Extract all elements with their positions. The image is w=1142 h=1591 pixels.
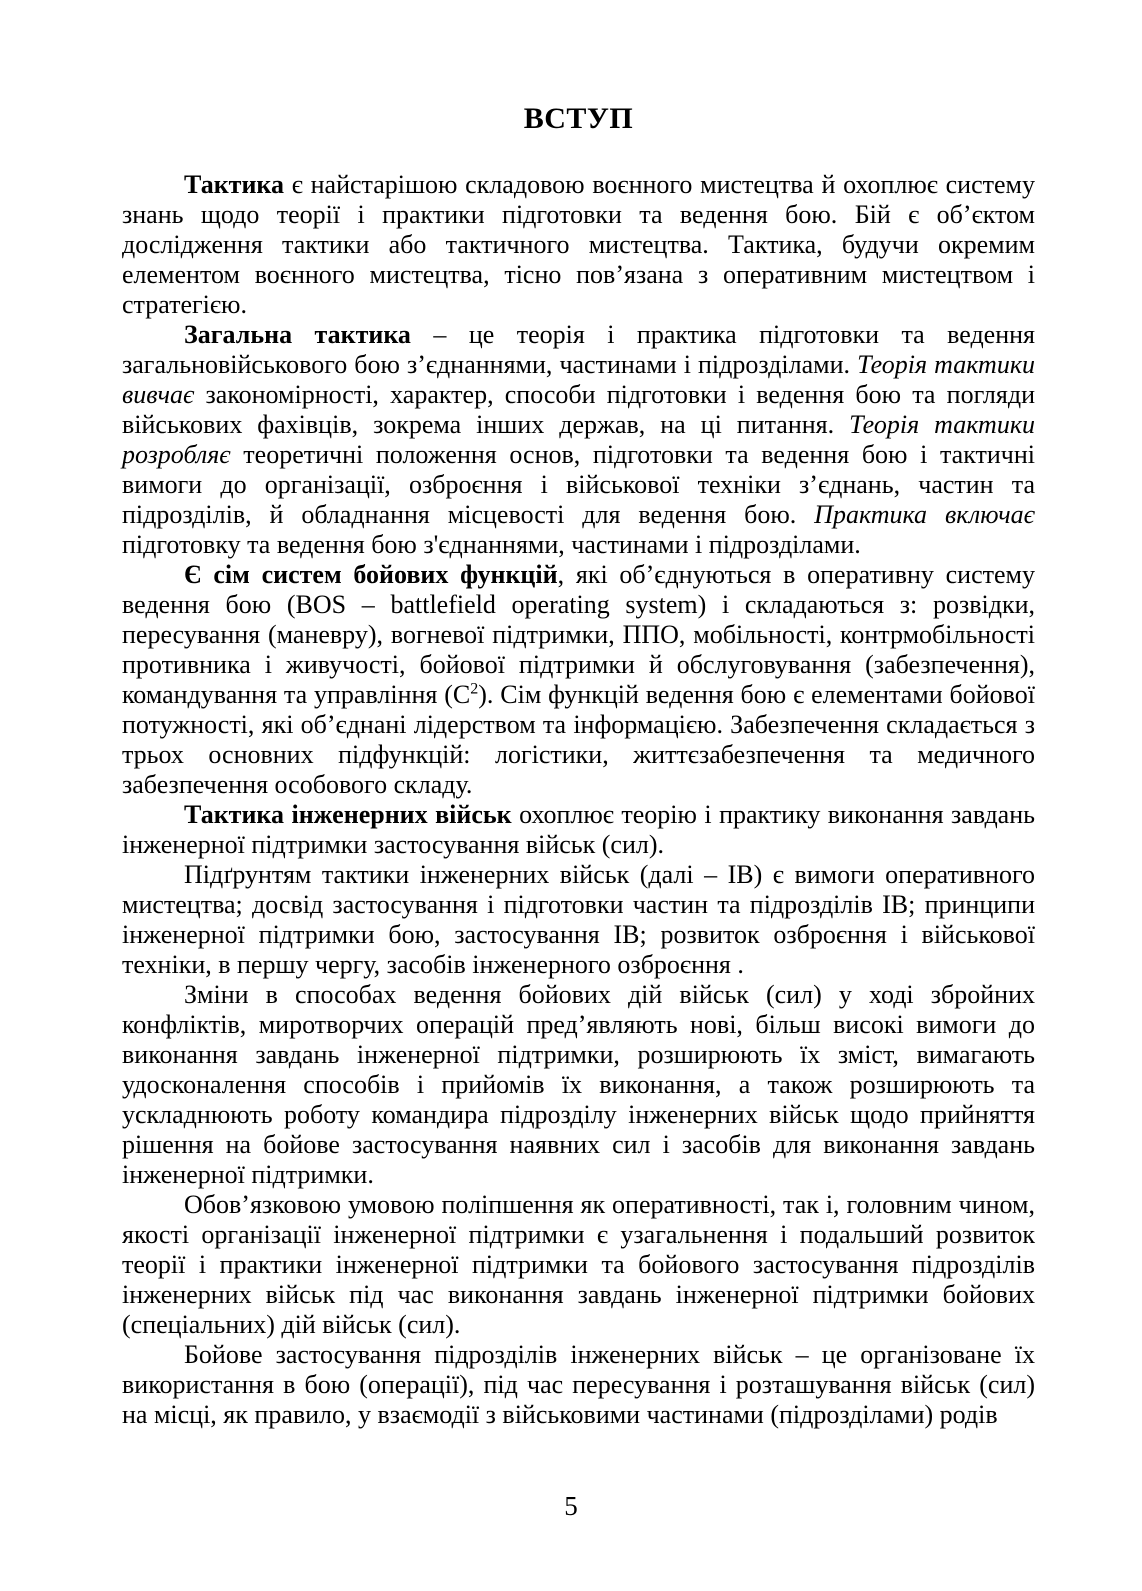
paragraph (122, 860, 1035, 980)
text-run: ). Сім функцій ведення бою є елементами бойової потужності, які об’єднані лідерством та інформацією. Забезпечення складається з трьох основних підфункцій: логістики, життєзабезпечення та медичного забезпечення особового складу. (122, 680, 1035, 799)
text-run: Є сім систем бойових функцій (184, 560, 558, 589)
text-run: Практика включає (814, 500, 1036, 529)
text-run: Тактика інженерних військ (184, 800, 512, 829)
paragraph (122, 980, 1035, 1190)
text-run: , які об’єднуються в оперативну систему ведення бою (BOS – battlefield operating system) і складаються з: розвідки, пересування (маневру), вогневої підтримки, ППО, мобільності, контрмобільності противника і живучості, бойової підтримки й обслуговування (забезпечення), командування та управління (C (122, 560, 1035, 709)
text-run: Бойове застосування підрозділів інженерних військ – це організоване їх використання в бою (операції), під час пересування і розташування військ (сил) на місці, як правило, у взаємодії з військовими частинами (підрозділами) родів (122, 1340, 1035, 1429)
text-run: закономірності, характер, способи підготовки і ведення бою та погляди військових фахівців, зокрема інших держав, на ці питання. (122, 380, 1035, 439)
text-run: 2 (470, 680, 479, 698)
text-run: є найстарішою складовою воєнного мистецтва й охоплює систему знань щодо теорії і практики підготовки та ведення бою. Бій є об’єктом дослідження тактики або тактичного мистецтва. Тактика, будучи окремим елементом воєнного мистецтва, тісно пов’язана з оперативним мистецтвом і стратегією. (122, 170, 1035, 319)
text-run: Зміни в способах ведення бойових дій військ (сил) у ході збройних конфліктів, миротворчих операцій пред’являють нові, більш високі вимоги до виконання завдань інженерної підтримки, розширюють їх зміст, вимагають удосконалення способів і прийомів їх виконання, а також розширюють та ускладнюють роботу командира підрозділу інженерних військ щодо прийняття рішення на бойове застосування наявних сил і засобів для виконання завдань інженерної підтримки. (122, 980, 1035, 1189)
paragraph (122, 800, 1035, 860)
text-run: – це теорія і практика підготовки та ведення загальновійськового бою з’єднаннями, частинами і підрозділами. (122, 320, 1036, 379)
paragraph (122, 1190, 1035, 1340)
paragraph (122, 1340, 1035, 1430)
paragraph (122, 560, 1035, 800)
paragraph (122, 320, 1035, 560)
document-body (122, 170, 1035, 1430)
text-run: Підґрунтям тактики інженерних військ (далі – ІВ) є вимоги оперативного мистецтва; досвід застосування і підготовки частин та підрозділів ІВ; принципи інженерної підтримки бою, застосування ІВ; розвиток озброєння і військової техніки, в першу чергу, засобів інженерного озброєння . (122, 860, 1035, 979)
paragraph (122, 170, 1035, 320)
page-title: ВСТУП (523, 102, 634, 135)
text-run: підготовку та ведення бою з'єднаннями, частинами і підрозділами. (122, 530, 861, 559)
text-run: охоплює теорію і практику виконання завдань інженерної підтримки застосування військ (сил). (122, 800, 1035, 859)
text-run: Обов’язковою умовою поліпшення як оперативності, так і, головним чином, якості організації інженерної підтримки є узагальнення і подальший розвиток теорії і практики інженерної підтримки та бойового застосування підрозділів інженерних військ під час виконання завдань інженерної підтримки бойових (спеціальних) дій військ (сил). (122, 1190, 1035, 1339)
text-run: Теорія тактики розробляє (122, 410, 1035, 469)
text-run: теоретичні положення основ, підготовки та ведення бою і тактичні вимоги до організації, озброєння і військової техніки з’єднань, частин та підрозділів, й обладнання місцевості для ведення бою. (122, 440, 1035, 529)
text-run: Загальна тактика (184, 320, 411, 349)
text-run: Тактика (184, 170, 285, 199)
page-number: 5 (564, 1491, 578, 1521)
text-run: Теорія тактики вивчає (122, 350, 1035, 409)
